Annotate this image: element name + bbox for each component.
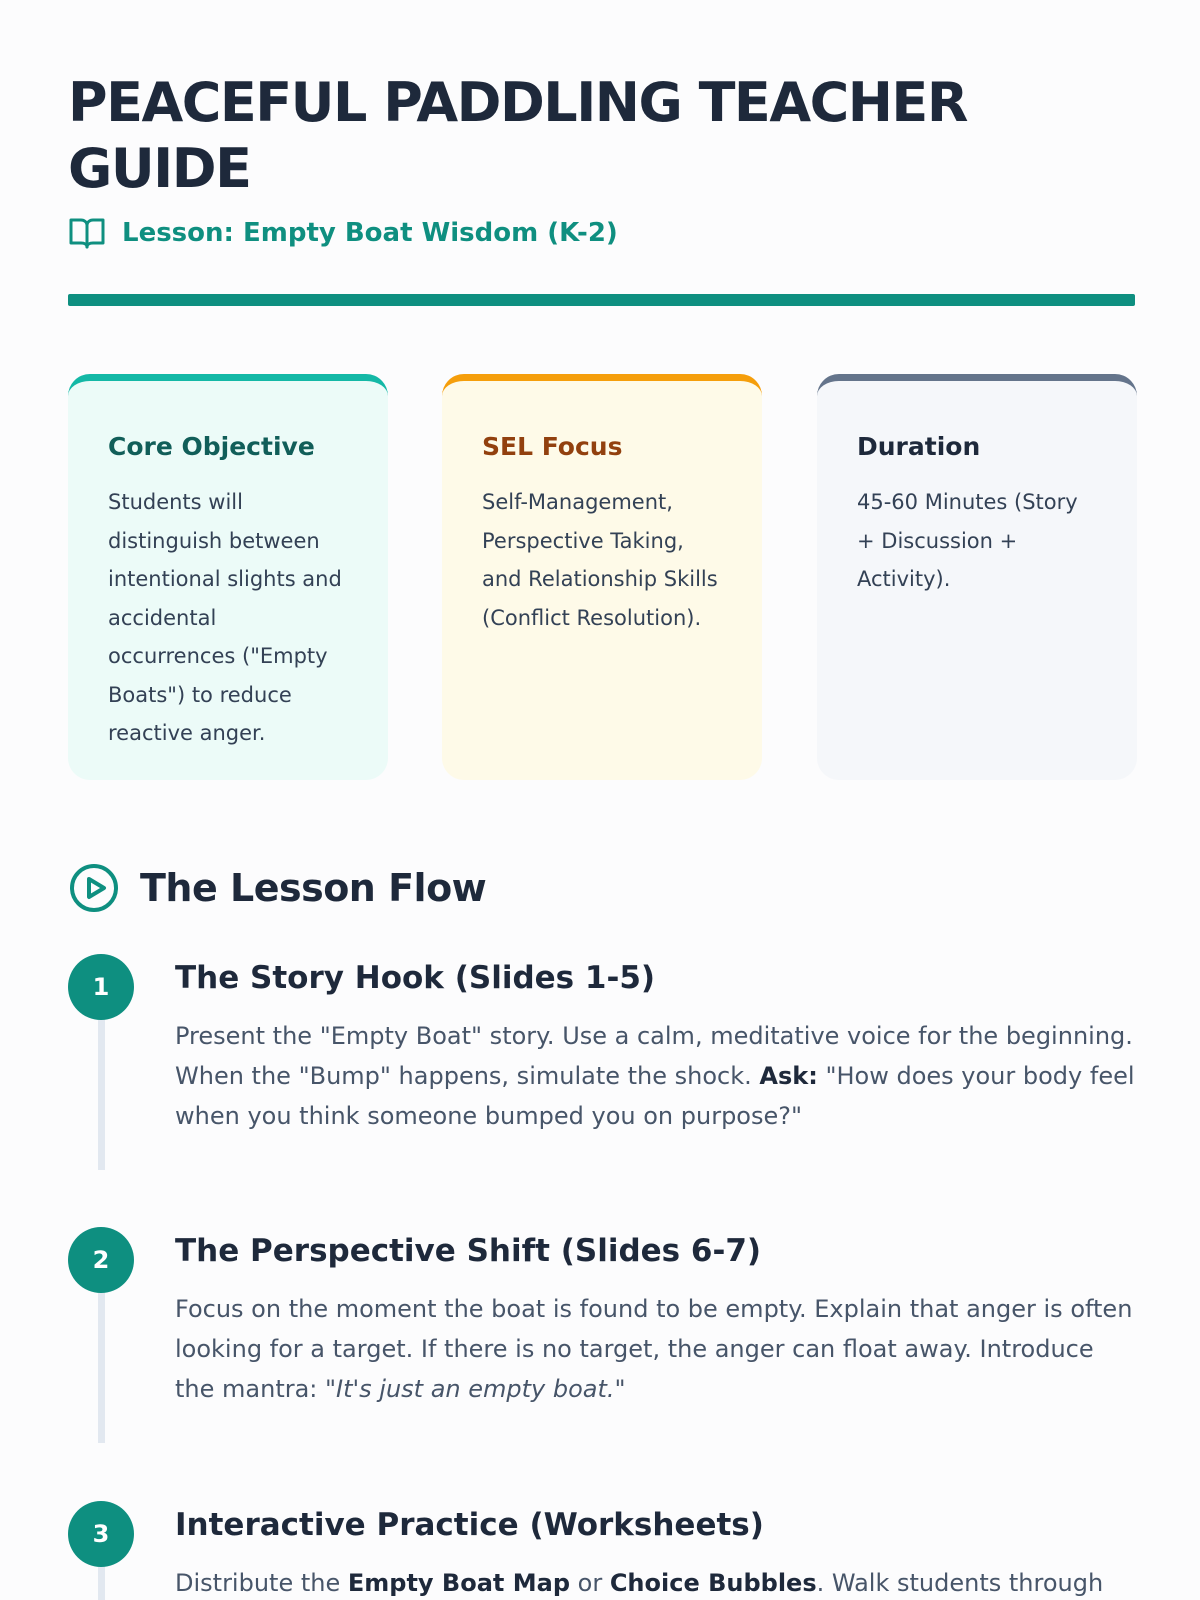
card-heading: Duration — [857, 432, 981, 461]
duration-card — [817, 374, 1137, 780]
step-text: . Walk students through — [816, 1569, 1104, 1597]
step-description — [175, 1016, 1135, 1136]
step-number-badge: 1 — [68, 954, 134, 1020]
step-text: or — [570, 1569, 610, 1597]
step-text: Focus on the moment the boat is found to be empty. Explain that anger is often looking for a target. If there is no target, the anger can float away. Introduce the mantra: — [175, 1295, 1133, 1403]
sel-focus-card — [442, 374, 762, 780]
step-emphasis: Ask: — [759, 1062, 818, 1090]
header-divider — [68, 294, 1135, 306]
step-text: "How does your body feel when you think someone bumped you on purpose?" — [175, 1062, 1135, 1130]
timeline-connector — [98, 1020, 105, 1170]
open-book-icon — [68, 216, 106, 250]
timeline-connector — [98, 1293, 105, 1443]
timeline-connector — [98, 1567, 105, 1600]
play-circle-icon — [68, 862, 120, 914]
step-text: Present the "Empty Boat" story. Use a calm, meditative voice for the beginning. When the "Bump" happens, simulate the shock. — [175, 1022, 1133, 1090]
lesson-flow-heading — [68, 862, 486, 914]
page-title: PEACEFUL PADDLING TEACHER GUIDE — [68, 71, 967, 200]
lesson-subtitle — [68, 216, 618, 250]
card-body: Self-Management, Perspective Taking, and Relationship Skills (Conflict Resolution). — [482, 490, 718, 630]
step-description — [175, 1563, 1135, 1600]
step-emphasis: Empty Boat Map — [347, 1569, 570, 1597]
step-number-badge: 3 — [68, 1501, 134, 1567]
step-emphasis: Choice Bubbles — [609, 1569, 817, 1597]
step-text: Distribute the — [175, 1569, 348, 1597]
card-body: Students will distinguish between intentional slights and accidental occurrences ("Empty Boats") to reduce reactive anger. — [108, 490, 342, 745]
card-heading: Core Objective — [108, 432, 315, 461]
step-title: The Story Hook (Slides 1-5) — [175, 960, 656, 996]
step-title: Interactive Practice (Worksheets) — [175, 1507, 764, 1543]
step-title: The Perspective Shift (Slides 6-7) — [175, 1233, 762, 1269]
step-number-badge: 2 — [68, 1227, 134, 1293]
step-mantra: "It's just an empty boat." — [325, 1375, 626, 1403]
card-heading: SEL Focus — [482, 432, 623, 461]
lesson-subtitle-text: Lesson: Empty Boat Wisdom (K-2) — [122, 218, 618, 248]
step-description — [175, 1289, 1135, 1409]
card-body: 45-60 Minutes (Story + Discussion + Activity). — [857, 490, 1078, 591]
core-objective-card — [68, 374, 388, 780]
section-title: The Lesson Flow — [140, 866, 487, 910]
